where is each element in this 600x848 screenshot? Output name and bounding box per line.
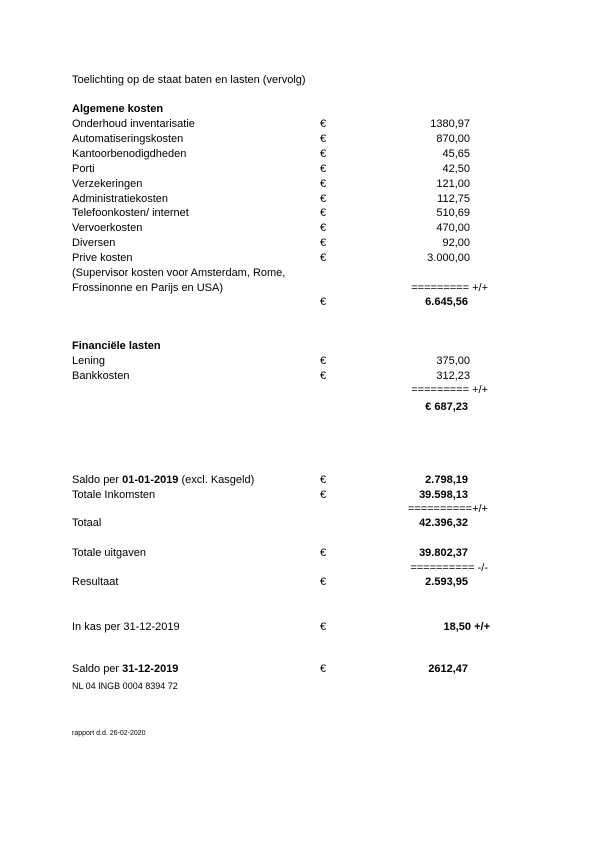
section-total: 6.645,56: [425, 296, 468, 308]
item-label: Verzekeringen: [72, 178, 143, 190]
item-label: Automatiseringskosten: [72, 133, 184, 145]
currency-symbol: €: [320, 148, 327, 160]
currency-symbol: €: [320, 133, 327, 145]
totaal-label: Totaal: [72, 517, 102, 529]
item-label: Onderhoud inventarisatie: [72, 118, 195, 130]
item-amount: 470,00: [436, 222, 470, 234]
saldo-begin-amount: 2.798,19: [425, 474, 468, 486]
separator-line: ==========+/+: [407, 503, 488, 515]
currency-symbol: €: [320, 207, 327, 219]
item-amount: 121,00: [436, 178, 470, 190]
iban-number: NL 04 INGB 0004 8394 72: [72, 681, 178, 691]
inkomsten-label: Totale Inkomsten: [72, 489, 156, 501]
item-label: Lening: [72, 355, 106, 367]
currency-symbol: €: [320, 355, 327, 367]
item-amount: 112,75: [437, 193, 470, 205]
currency-symbol: €: [320, 296, 327, 308]
currency-symbol: €: [320, 370, 327, 382]
currency-symbol: €: [320, 547, 327, 559]
item-label: Administratiekosten: [72, 193, 168, 205]
currency-symbol: €: [320, 222, 327, 234]
currency-symbol: €: [320, 474, 327, 486]
saldo-begin-label: Saldo per 01-01-2019 (excl. Kasgeld): [72, 474, 255, 486]
currency-symbol: €: [320, 163, 327, 175]
item-amount: 510,69: [436, 207, 470, 219]
item-amount: 92,00: [442, 237, 470, 249]
item-label: Kantoorbenodigdheden: [72, 148, 187, 160]
item-amount: 312,23: [436, 370, 470, 382]
section-total: € 687,23: [425, 401, 468, 413]
saldo-end-amount: 2612,47: [428, 663, 468, 675]
item-amount: 42,50: [442, 163, 470, 175]
section-heading-financiele: Financiële lasten: [72, 340, 161, 352]
page-title: Toelichting op de staat baten en lasten (vervolg): [72, 74, 306, 86]
currency-symbol: €: [320, 237, 327, 249]
currency-symbol: €: [320, 252, 327, 264]
separator-line: ========= +/+: [411, 384, 488, 396]
uitgaven-amount: 39.802,37: [419, 547, 468, 559]
kas-label: In kas per 31-12-2019: [72, 621, 180, 633]
currency-symbol: €: [320, 621, 327, 633]
totaal-amount: 42.396,32: [419, 517, 468, 529]
item-label: Bankkosten: [72, 370, 130, 382]
report-date: rapport d.d. 26-02-2020: [72, 730, 146, 737]
item-label: Telefoonkosten/ internet: [72, 207, 189, 219]
note-line: (Supervisor kosten voor Amsterdam, Rome,: [72, 267, 286, 279]
saldo-end-label: Saldo per 31-12-2019: [72, 663, 179, 675]
note-line: Frossinonne en Parijs en USA): [72, 282, 224, 294]
item-label: Prive kosten: [72, 252, 133, 264]
separator-line: ========= +/+: [411, 282, 488, 294]
item-amount: 45,65: [442, 148, 470, 160]
currency-symbol: €: [320, 576, 327, 588]
item-label: Vervoerkosten: [72, 222, 143, 234]
currency-symbol: €: [320, 178, 327, 190]
currency-symbol: €: [320, 118, 327, 130]
item-amount: 375,00: [436, 355, 470, 367]
resultaat-amount: 2.593,95: [425, 576, 468, 588]
currency-symbol: €: [320, 663, 327, 675]
resultaat-label: Resultaat: [72, 576, 119, 588]
separator-line: ========== -/-: [410, 562, 488, 574]
currency-symbol: €: [320, 193, 327, 205]
uitgaven-label: Totale uitgaven: [72, 547, 146, 559]
item-amount: 1380,97: [430, 118, 470, 130]
currency-symbol: €: [320, 489, 327, 501]
section-heading-algemene: Algemene kosten: [72, 103, 164, 115]
item-label: Porti: [72, 163, 95, 175]
inkomsten-amount: 39.598,13: [419, 489, 468, 501]
kas-amount: 18,50 +/+: [443, 621, 490, 633]
item-label: Diversen: [72, 237, 116, 249]
item-amount: 3.000,00: [427, 252, 470, 264]
item-amount: 870,00: [436, 133, 470, 145]
